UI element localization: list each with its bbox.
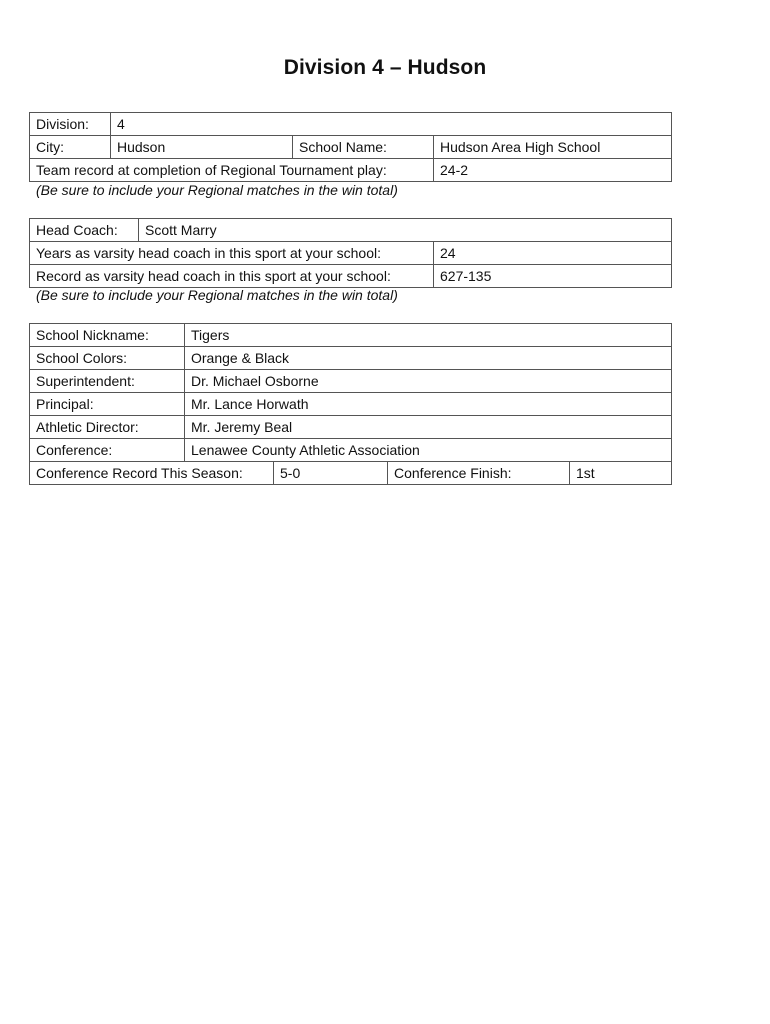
head-coach-label: Head Coach: bbox=[30, 219, 139, 242]
division-label: Division: bbox=[30, 113, 111, 136]
regional-note: (Be sure to include your Regional matches in the win total) bbox=[36, 287, 398, 303]
school-name-label: School Name: bbox=[293, 136, 434, 159]
table-row bbox=[30, 370, 672, 393]
division-value: 4 bbox=[111, 113, 672, 136]
table-row bbox=[30, 265, 672, 288]
athletic-director-value: Mr. Jeremy Beal bbox=[185, 416, 672, 439]
conference-record-label: Conference Record This Season: bbox=[30, 462, 274, 485]
table-row bbox=[30, 462, 672, 485]
athletic-director-label: Athletic Director: bbox=[30, 416, 185, 439]
table-row bbox=[30, 324, 672, 347]
city-label: City: bbox=[30, 136, 111, 159]
principal-label: Principal: bbox=[30, 393, 185, 416]
record-label: Record as varsity head coach in this sport at your school: bbox=[30, 265, 434, 288]
table-row bbox=[30, 416, 672, 439]
info-table bbox=[29, 323, 672, 485]
conference-record-value: 5-0 bbox=[274, 462, 388, 485]
head-coach-value: Scott Marry bbox=[139, 219, 672, 242]
table-row bbox=[30, 393, 672, 416]
school-name-value: Hudson Area High School bbox=[434, 136, 672, 159]
page-title: Division 4 – Hudson bbox=[283, 56, 487, 79]
superintendent-value: Dr. Michael Osborne bbox=[185, 370, 672, 393]
record-value: 627-135 bbox=[434, 265, 672, 288]
table-row bbox=[30, 439, 672, 462]
table-row bbox=[30, 242, 672, 265]
conference-finish-value: 1st bbox=[570, 462, 672, 485]
school-table bbox=[29, 112, 672, 182]
team-record-value: 24-2 bbox=[434, 159, 672, 182]
team-record-label: Team record at completion of Regional Tournament play: bbox=[30, 159, 434, 182]
colors-label: School Colors: bbox=[30, 347, 185, 370]
coach-table bbox=[29, 218, 672, 288]
principal-value: Mr. Lance Horwath bbox=[185, 393, 672, 416]
nickname-value: Tigers bbox=[185, 324, 672, 347]
table-row bbox=[30, 219, 672, 242]
conference-label: Conference: bbox=[30, 439, 185, 462]
table-row bbox=[30, 159, 672, 182]
nickname-label: School Nickname: bbox=[30, 324, 185, 347]
conference-finish-label: Conference Finish: bbox=[388, 462, 570, 485]
table-row bbox=[30, 136, 672, 159]
table-row bbox=[30, 113, 672, 136]
conference-value: Lenawee County Athletic Association bbox=[185, 439, 672, 462]
years-value: 24 bbox=[434, 242, 672, 265]
colors-value: Orange & Black bbox=[185, 347, 672, 370]
superintendent-label: Superintendent: bbox=[30, 370, 185, 393]
city-value: Hudson bbox=[111, 136, 293, 159]
years-label: Years as varsity head coach in this sport at your school: bbox=[30, 242, 434, 265]
table-row bbox=[30, 347, 672, 370]
regional-note: (Be sure to include your Regional matches in the win total) bbox=[36, 182, 398, 198]
